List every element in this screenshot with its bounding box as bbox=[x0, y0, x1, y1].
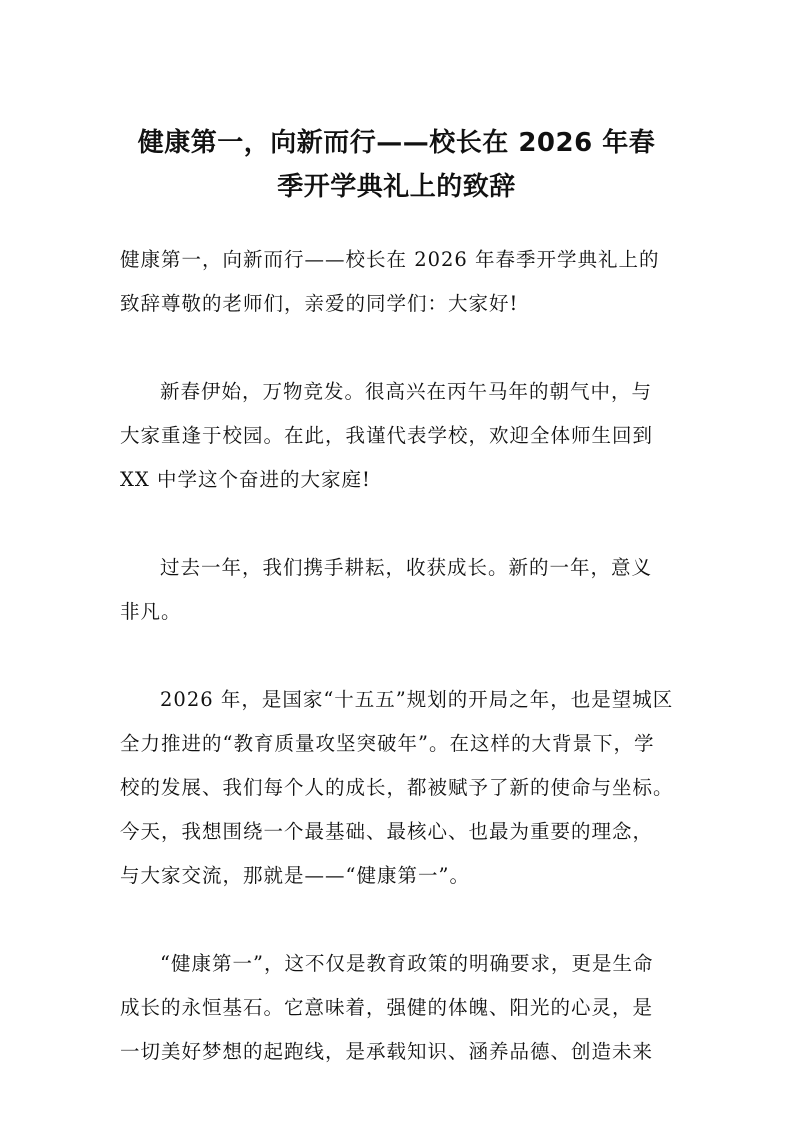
paragraph-health-first bbox=[120, 942, 673, 1074]
paragraph-welcome bbox=[120, 370, 673, 502]
text-line: 今天，我想围绕一个最基础、最核心、也最为重要的理念， bbox=[120, 820, 654, 843]
text-line: 校的发展、我们每个人的成长，都被赋予了新的使命与坐标。 bbox=[120, 776, 674, 799]
text-line: XX 中学这个奋进的大家庭! bbox=[120, 468, 371, 491]
title-line: 季开学典礼上的致辞 bbox=[277, 172, 516, 202]
paragraph-gap bbox=[120, 326, 673, 370]
text-line: 成长的永恒基石。它意味着，强健的体魄、阳光的心灵，是 bbox=[120, 996, 654, 1019]
text-line: 致辞尊敬的老师们，亲爱的同学们：大家好! bbox=[120, 292, 519, 315]
text-line: 大家重逢于校园。在此，我谨代表学校，欢迎全体师生回到 bbox=[120, 424, 654, 447]
paragraph-2026 bbox=[120, 678, 673, 898]
document-body bbox=[120, 238, 673, 1074]
title-line: 健康第一，向新而行——校长在 2026 年春 bbox=[137, 128, 656, 158]
text-line: 2026 年，是国家“十五五”规划的开局之年，也是望城区 bbox=[160, 688, 674, 711]
document-title bbox=[120, 121, 673, 209]
text-line: 过去一年，我们携手耕耘，收获成长。新的一年，意义 bbox=[160, 556, 653, 579]
paragraph-gap bbox=[120, 634, 673, 678]
text-line: 全力推进的“教育质量攻坚突破年”。在这样的大背景下，学 bbox=[120, 732, 655, 755]
paragraph-gap bbox=[120, 898, 673, 942]
text-line: 新春伊始，万物竞发。很高兴在丙午马年的朝气中，与 bbox=[160, 380, 653, 403]
paragraph-salutation bbox=[120, 238, 673, 326]
text-line: “健康第一”，这不仅是教育政策的明确要求，更是生命 bbox=[160, 952, 654, 975]
text-line: 非凡。 bbox=[120, 600, 182, 623]
paragraph-past-year bbox=[120, 546, 673, 634]
text-line: 健康第一，向新而行——校长在 2026 年春季开学典礼上的 bbox=[120, 248, 660, 271]
text-line: 与大家交流，那就是——“健康第一”。 bbox=[120, 864, 470, 887]
paragraph-gap bbox=[120, 502, 673, 546]
text-line: 一切美好梦想的起跑线，是承载知识、涵养品德、创造未来 bbox=[120, 1040, 654, 1063]
